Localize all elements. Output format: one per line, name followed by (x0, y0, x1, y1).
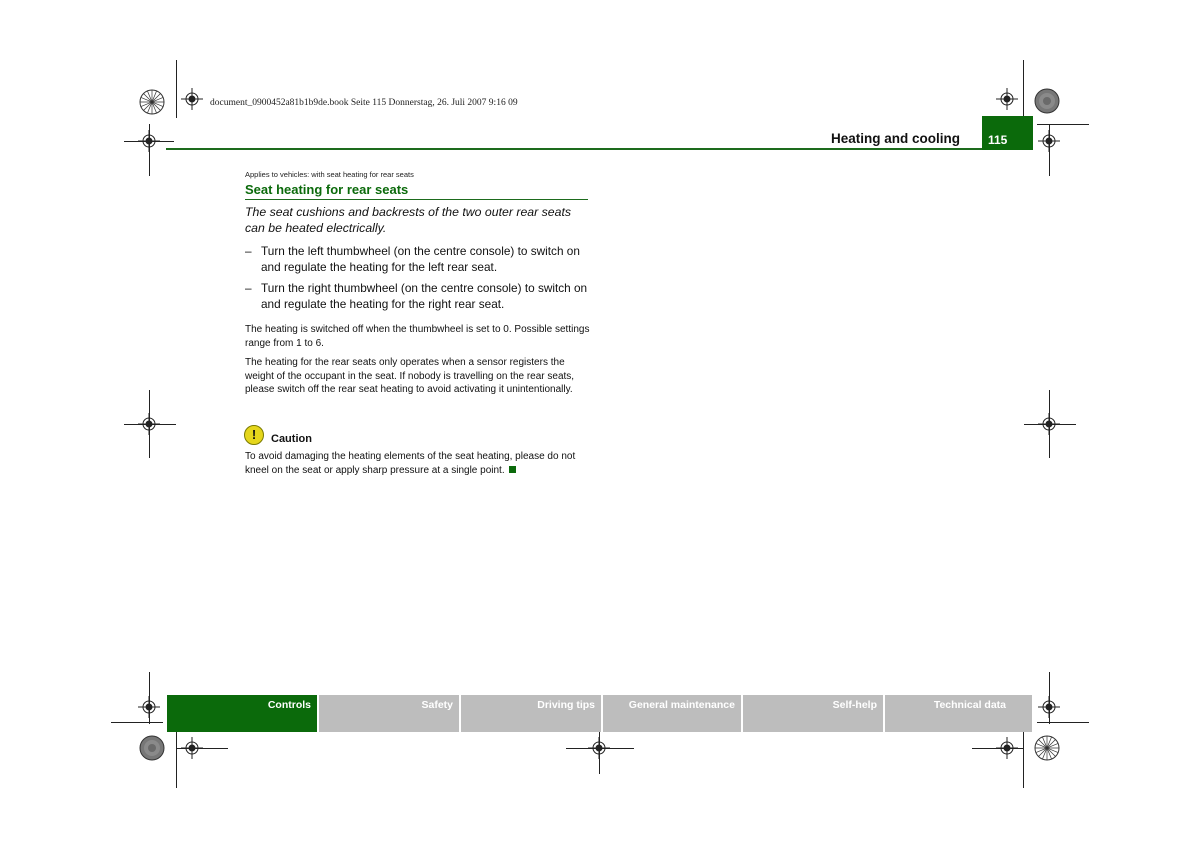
tab-label: General maintenance (628, 699, 735, 711)
sunburst-color-bar-icon (139, 735, 165, 761)
registration-crosshair-icon (138, 130, 160, 152)
crop-line (176, 60, 177, 118)
crop-line (111, 722, 163, 723)
instruction-step (245, 244, 595, 275)
caution-text: To avoid damaging the heating elements of the seat heating, please do not kneel on the seat or apply sharp pressure at a single point. (245, 451, 576, 476)
tab-label: Technical data (933, 699, 1006, 711)
caution-box (245, 450, 595, 477)
intro-text: The seat cushions and backrests of the two outer rear seats can be heated electrically. (245, 205, 572, 235)
sunburst-color-bar-icon (1034, 88, 1060, 114)
registration-crosshair-icon (1038, 130, 1060, 152)
tab-driving-tips[interactable] (461, 695, 601, 732)
tab-technical-data[interactable] (885, 695, 1032, 732)
applies-to-note: Applies to vehicles: with seat heating for rear seats (245, 170, 414, 179)
crop-line (176, 748, 228, 749)
step-dash: – (245, 281, 252, 295)
crop-line (1023, 730, 1024, 788)
tab-label: Self-help (832, 699, 877, 711)
registration-crosshair-icon (1038, 413, 1060, 435)
step-text: Turn the right thumbwheel (on the centre console) to switch on and regulate the heating for the right rear seat. (261, 281, 588, 311)
tab-controls[interactable] (167, 695, 317, 732)
heading-rule (245, 199, 588, 200)
registration-crosshair-icon (138, 413, 160, 435)
body-paragraph: The heating for the rear seats only operates when a sensor registers the weight of the occupant in the seat. If nobody is travelling on the rear seats, please switch off the rear seat heating to avoid activating it unintentionally. (245, 357, 575, 395)
header-rule (166, 148, 1032, 150)
sunburst-color-bar-icon (139, 89, 165, 115)
registration-crosshair-icon (1038, 696, 1060, 718)
registration-crosshair-icon (996, 88, 1018, 110)
tab-general-maintenance[interactable] (603, 695, 741, 732)
registration-crosshair-icon (181, 88, 203, 110)
tab-label: Safety (421, 699, 453, 711)
caution-title: Caution (271, 433, 312, 445)
caution-exclamation-icon: ! (244, 425, 264, 445)
crop-line (1037, 722, 1089, 723)
section-title: Heating and cooling (830, 131, 960, 146)
crop-line (1037, 124, 1089, 125)
sunburst-color-bar-icon (1034, 735, 1060, 761)
registration-crosshair-icon (138, 696, 160, 718)
page-number: 115 (988, 133, 1008, 147)
crop-line (176, 730, 177, 788)
print-file-header: document_0900452a81b1b9de.book Seite 115 Donnerstag, 26. Juli 2007 9:16 09 (210, 98, 518, 108)
instruction-step (245, 281, 595, 312)
tab-self-help[interactable] (743, 695, 883, 732)
end-square-icon (509, 466, 516, 473)
body-paragraph: The heating is switched off when the thumbwheel is set to 0. Possible settings range from 1 to 6. (245, 324, 590, 349)
crop-line (1023, 60, 1024, 118)
step-dash: – (245, 244, 252, 258)
tab-label: Controls (267, 699, 311, 711)
step-text: Turn the left thumbwheel (on the centre console) to switch on and regulate the heating for the left rear seat. (261, 244, 580, 274)
page-heading: Seat heating for rear seats (245, 182, 409, 197)
tab-safety[interactable] (319, 695, 459, 732)
registration-crosshair-icon (996, 737, 1018, 759)
tab-label: Driving tips (537, 699, 595, 711)
registration-crosshair-icon (588, 737, 610, 759)
